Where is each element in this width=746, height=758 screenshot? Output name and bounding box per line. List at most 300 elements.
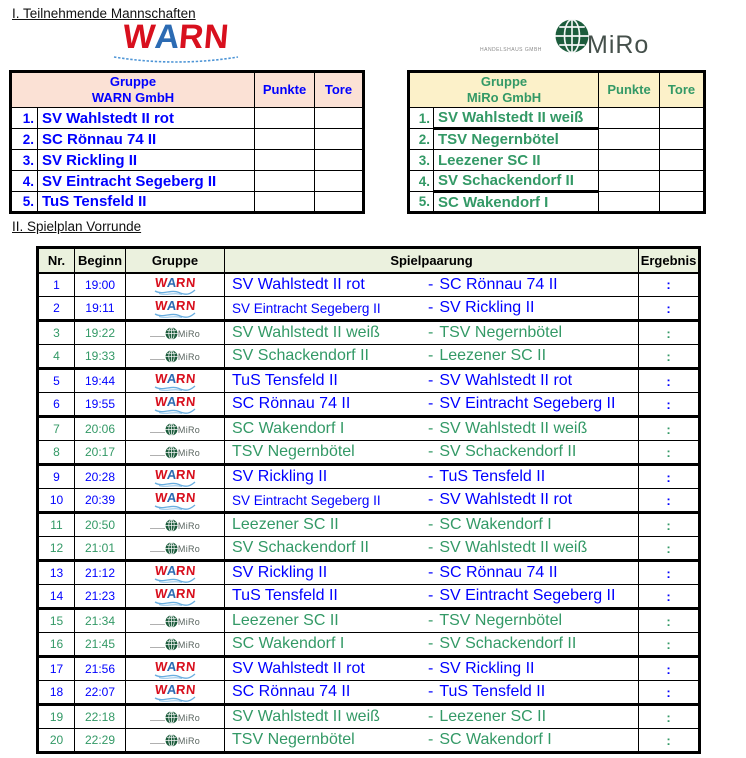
team-row (409, 171, 705, 192)
group-table-miro (407, 70, 706, 214)
miro-logo-icon (150, 711, 200, 724)
team-row (409, 192, 705, 213)
away-team: SV Rickling II (439, 660, 535, 677)
miro-logo-icon (150, 542, 200, 555)
match-group-logo-cell (126, 345, 225, 369)
punkte-cell[interactable] (599, 150, 660, 171)
globe-icon (165, 446, 178, 459)
miro-logo-icon (150, 327, 200, 340)
home-team: Leezener SC II (232, 612, 339, 629)
pairing-separator: - (428, 731, 434, 748)
match-row (38, 633, 700, 657)
match-group-logo-cell (126, 417, 225, 441)
warn-letter: A (166, 467, 178, 482)
team-rank: 1. (11, 108, 38, 129)
schedule-header-row (38, 248, 700, 273)
globe-icon (165, 327, 178, 340)
match-number: 19 (38, 705, 75, 729)
col-beginn-header: Beginn (75, 248, 126, 273)
match-row (38, 345, 700, 369)
match-group-logo-cell (126, 585, 225, 609)
warn-letter: A (166, 298, 178, 313)
team-row (11, 108, 364, 129)
globe-icon (165, 615, 178, 628)
punkte-cell[interactable] (255, 129, 315, 150)
home-team: TSV Negernbötel (232, 731, 355, 748)
pairing-separator: - (428, 491, 434, 508)
miro-logo-icon (150, 519, 200, 532)
match-row (38, 705, 700, 729)
tore-cell[interactable] (315, 192, 364, 213)
col-gruppe-header: Gruppe (126, 248, 225, 273)
tore-header: Tore (660, 72, 705, 108)
punkte-cell[interactable] (599, 129, 660, 150)
warn-letter: W (154, 682, 168, 697)
tore-cell[interactable] (660, 129, 705, 150)
group-sponsor-name: WARN GmbH (91, 90, 175, 105)
match-result[interactable]: : (639, 441, 700, 465)
pairing-separator: - (428, 468, 434, 485)
team-row (11, 171, 364, 192)
miro-logo-text: MiRo (177, 736, 201, 746)
match-result[interactable]: : (639, 465, 700, 489)
warn-letter: N (185, 563, 196, 578)
pairing-separator: - (428, 660, 434, 677)
home-team: SV Wahlstedt II weiß (232, 708, 380, 725)
match-number: 9 (38, 465, 75, 489)
punkte-header: Punkte (599, 72, 660, 108)
miro-underline-decoration (150, 624, 165, 625)
col-nr-header: Nr. (38, 248, 75, 273)
team-rank: 2. (409, 129, 434, 150)
match-result[interactable]: : (639, 561, 700, 585)
schedule-table (36, 246, 701, 754)
home-team: SV Wahlstedt II rot (232, 660, 365, 677)
match-pairing (225, 297, 639, 321)
match-group-logo-cell (126, 441, 225, 465)
warn-logo-icon (154, 587, 196, 607)
home-team: SV Rickling II (232, 468, 328, 485)
team-name: Leezener SC II (434, 150, 599, 171)
match-row (38, 585, 700, 609)
match-time: 22:29 (75, 729, 126, 753)
team-name: SV Eintracht Segeberg II (38, 171, 255, 192)
match-group-logo-cell (126, 633, 225, 657)
warn-letter: W (154, 467, 168, 482)
miro-logo-icon (150, 423, 200, 436)
match-number: 7 (38, 417, 75, 441)
match-time: 21:12 (75, 561, 126, 585)
warn-letter: N (185, 371, 196, 386)
warn-logo-text (155, 395, 195, 408)
miro-logo-text: MiRo (177, 640, 201, 650)
match-result[interactable]: : (639, 369, 700, 393)
team-rank: 4. (11, 171, 38, 192)
team-row (409, 150, 705, 171)
match-result[interactable]: : (639, 489, 700, 513)
warn-letter: A (166, 371, 178, 386)
match-group-logo-cell (126, 681, 225, 705)
miro-logo-text: MiRo (177, 521, 201, 531)
team-name: TSV Negernbötel (434, 129, 599, 150)
away-team: TSV Negernbötel (439, 612, 563, 629)
miro-logo-icon (150, 350, 200, 363)
match-group-logo-cell (126, 513, 225, 537)
match-pairing (225, 417, 639, 441)
pairing-separator: - (428, 635, 434, 652)
tore-cell[interactable] (315, 150, 364, 171)
pairing-separator: - (428, 612, 434, 629)
match-group-logo-cell (126, 369, 225, 393)
match-group-logo-cell (126, 489, 225, 513)
warn-logo-icon (154, 299, 196, 319)
warn-letter: A (166, 682, 178, 697)
match-result[interactable]: : (639, 297, 700, 321)
match-number: 13 (38, 561, 75, 585)
tore-cell[interactable] (315, 129, 364, 150)
match-group-logo-cell (126, 321, 225, 345)
group-label: Gruppe (480, 74, 528, 89)
pairing-separator: - (428, 516, 434, 533)
match-time: 21:34 (75, 609, 126, 633)
warn-letter: W (154, 371, 168, 386)
away-team: TSV Negernbötel (439, 324, 563, 341)
match-pairing (225, 393, 639, 417)
tore-header: Tore (315, 72, 364, 108)
warn-letter: N (185, 682, 196, 697)
match-pairing (225, 513, 639, 537)
match-row (38, 609, 700, 633)
match-number: 8 (38, 441, 75, 465)
match-result[interactable]: : (639, 609, 700, 633)
match-pairing (225, 489, 639, 513)
warn-logo-icon (154, 660, 196, 680)
team-rank: 3. (11, 150, 38, 171)
globe-icon (165, 350, 178, 363)
match-group-logo-cell (126, 273, 225, 297)
match-pairing (225, 681, 639, 705)
match-pairing (225, 345, 639, 369)
miro-logo-icon (150, 615, 200, 628)
team-row (409, 129, 705, 150)
team-rank: 3. (409, 150, 434, 171)
match-pairing (225, 705, 639, 729)
match-pairing (225, 441, 639, 465)
away-team: SV Wahlstedt II rot (439, 372, 573, 389)
match-result[interactable]: : (639, 345, 700, 369)
match-group-logo-cell (126, 609, 225, 633)
punkte-cell[interactable] (255, 171, 315, 192)
home-team: TSV Negernbötel (232, 443, 355, 460)
match-result[interactable]: : (639, 681, 700, 705)
match-row (38, 297, 700, 321)
team-row (11, 150, 364, 171)
pairing-separator: - (428, 299, 434, 316)
match-number: 14 (38, 585, 75, 609)
match-result[interactable]: : (639, 705, 700, 729)
match-result[interactable]: : (639, 657, 700, 681)
warn-letter: N (185, 586, 196, 601)
punkte-cell[interactable] (255, 192, 315, 213)
match-result[interactable]: : (639, 585, 700, 609)
team-rank: 2. (11, 129, 38, 150)
warn-letter: W (120, 18, 157, 56)
miro-logo-text: MiRo (177, 617, 201, 627)
away-team: SV Rickling II (439, 299, 535, 316)
match-number: 6 (38, 393, 75, 417)
team-name: SC Wakendorf I (434, 192, 599, 213)
punkte-cell[interactable] (599, 171, 660, 192)
team-row (409, 108, 705, 129)
warn-letter: W (154, 586, 168, 601)
home-team: SC Wakendorf I (232, 420, 345, 437)
match-row (38, 393, 700, 417)
col-spielpaarung-header: Spielpaarung (225, 248, 639, 273)
team-row (11, 129, 364, 150)
match-pairing (225, 633, 639, 657)
globe-icon (165, 423, 178, 436)
match-time: 22:18 (75, 705, 126, 729)
home-team: SV Schackendorf II (232, 539, 369, 556)
match-result[interactable]: : (639, 417, 700, 441)
warn-letter: N (185, 490, 196, 505)
warn-logo-icon (154, 372, 196, 392)
match-time: 19:55 (75, 393, 126, 417)
match-result[interactable]: : (639, 633, 700, 657)
match-pairing (225, 585, 639, 609)
away-team: SV Eintracht Segeberg II (439, 395, 616, 412)
match-group-logo-cell (126, 657, 225, 681)
match-row (38, 321, 700, 345)
away-team: SV Schackendorf II (439, 443, 577, 460)
warn-logo-text (155, 276, 195, 289)
punkte-cell[interactable] (599, 108, 660, 129)
match-result[interactable]: : (639, 393, 700, 417)
match-row (38, 657, 700, 681)
miro-logo-icon (150, 446, 200, 459)
match-result[interactable]: : (639, 537, 700, 561)
team-rank: 5. (11, 192, 38, 213)
match-pairing (225, 537, 639, 561)
match-result[interactable]: : (639, 321, 700, 345)
match-pairing (225, 657, 639, 681)
home-team: TuS Tensfeld II (232, 587, 338, 604)
match-row (38, 369, 700, 393)
match-group-logo-cell (126, 705, 225, 729)
team-row (11, 192, 364, 213)
warn-letter: R (177, 18, 206, 56)
match-group-logo-cell (126, 561, 225, 585)
miro-logo-icon (150, 638, 200, 651)
punkte-header: Punkte (255, 72, 315, 108)
team-rank: 4. (409, 171, 434, 192)
warn-logo-icon (154, 564, 196, 584)
tore-cell[interactable] (660, 108, 705, 129)
warn-letter: W (154, 563, 168, 578)
home-team: SC Rönnau 74 II (232, 395, 351, 412)
home-team: SV Rickling II (232, 564, 328, 581)
match-result[interactable]: : (639, 729, 700, 753)
tore-cell[interactable] (660, 150, 705, 171)
team-rank: 5. (409, 192, 434, 213)
team-rank: 1. (409, 108, 434, 129)
match-number: 5 (38, 369, 75, 393)
home-team: SV Wahlstedt II rot (232, 275, 365, 293)
warn-logo-icon (154, 683, 196, 703)
punkte-cell[interactable] (255, 108, 315, 129)
warn-logo-icon (154, 491, 196, 511)
team-name: SV Wahlstedt II rot (38, 108, 255, 129)
warn-letter: R (175, 274, 187, 290)
match-number: 12 (38, 537, 75, 561)
tore-cell[interactable] (315, 171, 364, 192)
warn-letter: N (202, 18, 231, 56)
match-pairing (225, 321, 639, 345)
match-group-logo-cell (126, 537, 225, 561)
globe-icon (165, 638, 178, 651)
match-group-logo-cell (126, 393, 225, 417)
warn-letter: R (175, 394, 187, 409)
home-team: Leezener SC II (232, 516, 339, 533)
away-team: Leezener SC II (439, 708, 547, 725)
tore-cell[interactable] (315, 108, 364, 129)
match-row (38, 417, 700, 441)
warn-letter: A (166, 490, 178, 505)
match-row (38, 273, 700, 297)
globe-icon (165, 542, 178, 555)
match-number: 1 (38, 273, 75, 297)
match-row (38, 681, 700, 705)
warn-logo-icon (154, 395, 196, 415)
away-team: SC Rönnau 74 II (439, 275, 558, 293)
away-team: Leezener SC II (439, 347, 547, 364)
team-name: TuS Tensfeld II (38, 192, 255, 213)
warn-letter: A (166, 563, 178, 578)
pairing-separator: - (428, 372, 434, 389)
away-team: SV Wahlstedt II weiß (439, 539, 588, 556)
section-1-heading: I. Teilnehmende Mannschaften (12, 6, 196, 21)
pairing-separator: - (428, 420, 434, 437)
group-table-warn (9, 70, 365, 214)
miro-logo-text: MiRo (177, 425, 201, 435)
globe-icon (165, 711, 178, 724)
match-time: 20:39 (75, 489, 126, 513)
warn-logo-icon (154, 468, 196, 488)
away-team: SV Eintracht Segeberg II (439, 587, 616, 604)
miro-logo-subtext: HANDELSHAUS GMBH (480, 47, 542, 53)
match-number: 18 (38, 681, 75, 705)
away-team: SC Wakendorf I (439, 516, 552, 533)
match-time: 21:45 (75, 633, 126, 657)
home-team: SC Wakendorf I (232, 635, 345, 652)
match-row (38, 729, 700, 753)
punkte-cell[interactable] (599, 192, 660, 213)
tore-cell[interactable] (660, 171, 705, 192)
away-team: SV Schackendorf II (439, 635, 577, 652)
globe-icon (554, 18, 590, 54)
match-number: 2 (38, 297, 75, 321)
match-result[interactable]: : (639, 273, 700, 297)
match-pairing (225, 561, 639, 585)
miro-logo-icon (150, 734, 200, 747)
warn-letter: A (166, 274, 178, 290)
group-name-header (11, 72, 255, 108)
warn-letter: W (154, 274, 168, 290)
pairing-separator: - (428, 443, 434, 460)
warn-logo-text (155, 660, 195, 673)
home-team: SV Wahlstedt II weiß (232, 324, 380, 341)
warn-logo (88, 20, 263, 66)
warn-letter: A (166, 586, 178, 601)
miro-logo-text: MiRo (177, 352, 201, 362)
match-number: 4 (38, 345, 75, 369)
match-number: 3 (38, 321, 75, 345)
match-row (38, 465, 700, 489)
home-team: SV Eintracht Segeberg II (232, 492, 381, 508)
warn-logo-text (88, 20, 263, 54)
miro-underline-decoration (150, 455, 165, 456)
match-time: 19:11 (75, 297, 126, 321)
away-team: SV Wahlstedt II rot (439, 491, 573, 508)
miro-underline-decoration (150, 551, 165, 552)
miro-logo-text: MiRo (177, 448, 201, 458)
match-pairing (225, 273, 639, 297)
miro-underline-decoration (150, 432, 165, 433)
home-team: SV Schackendorf II (232, 347, 369, 364)
match-time: 19:44 (75, 369, 126, 393)
warn-letter: W (154, 298, 168, 313)
warn-logo-text (155, 299, 195, 312)
match-number: 16 (38, 633, 75, 657)
globe-icon (165, 734, 178, 747)
miro-underline-decoration (150, 720, 165, 721)
away-team: SV Wahlstedt II weiß (439, 420, 588, 437)
tore-cell[interactable] (660, 192, 705, 213)
warn-logo-text (155, 587, 195, 600)
punkte-cell[interactable] (255, 150, 315, 171)
match-group-logo-cell (126, 729, 225, 753)
miro-underline-decoration (150, 743, 165, 744)
home-team: SC Rönnau 74 II (232, 683, 351, 700)
away-team: SC Wakendorf I (439, 731, 552, 748)
team-name: SC Rönnau 74 II (38, 129, 255, 150)
section-2-heading: II. Spielplan Vorrunde (12, 219, 142, 234)
miro-logo-text: MiRo (177, 544, 201, 554)
warn-letter: N (185, 298, 196, 313)
pairing-separator: - (428, 564, 434, 581)
match-number: 15 (38, 609, 75, 633)
miro-underline-decoration (150, 359, 165, 360)
match-group-logo-cell (126, 297, 225, 321)
match-pairing (225, 465, 639, 489)
warn-logo-icon (154, 276, 196, 296)
match-number: 10 (38, 489, 75, 513)
warn-letter: N (185, 274, 196, 290)
match-number: 20 (38, 729, 75, 753)
miro-logo-text: MiRo (177, 329, 201, 339)
miro-underline-decoration (150, 336, 165, 337)
warn-letter: R (175, 298, 187, 313)
warn-letter: N (185, 394, 196, 409)
match-time: 21:01 (75, 537, 126, 561)
warn-letter: R (175, 371, 187, 386)
group-sponsor-name: MiRo GmbH (466, 90, 542, 105)
warn-letter: R (175, 586, 187, 601)
warn-logo-text (155, 564, 195, 577)
match-result[interactable]: : (639, 513, 700, 537)
match-row (38, 489, 700, 513)
warn-letter: R (175, 467, 187, 482)
